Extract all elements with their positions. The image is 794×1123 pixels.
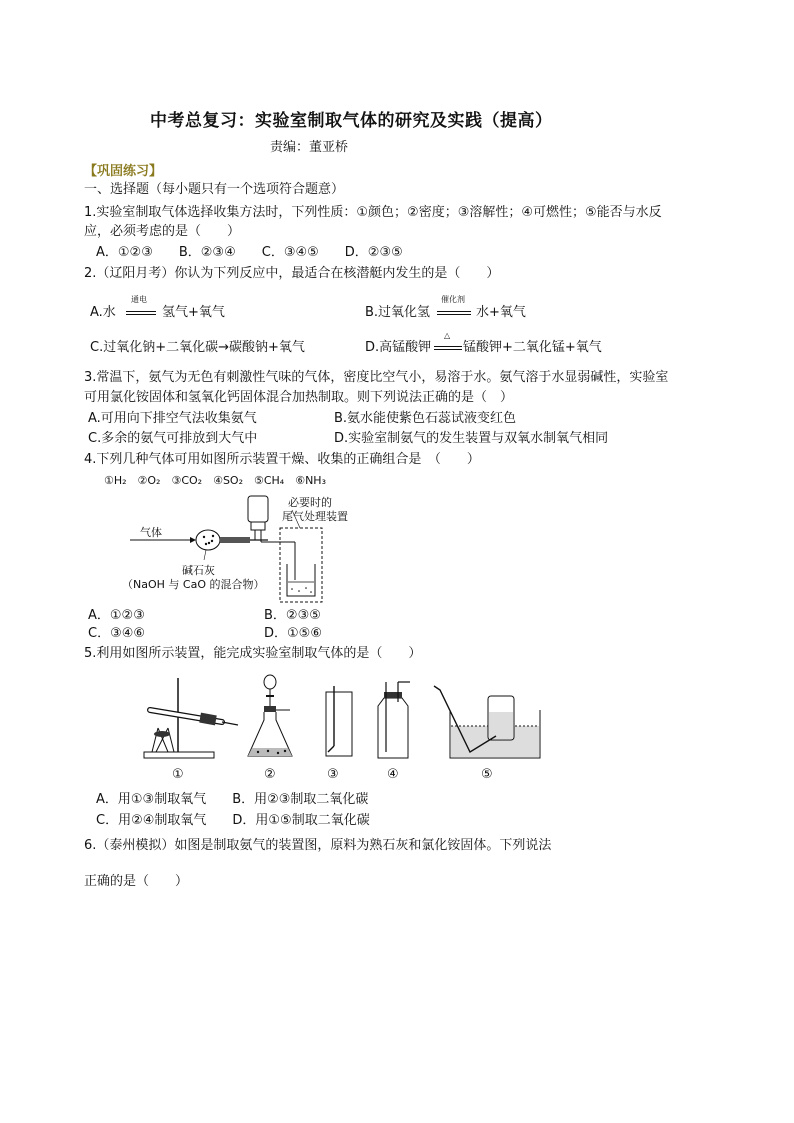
part-heading: 一、选择题（每小题只有一个选项符合题意） — [84, 182, 345, 197]
q2-option-a-right: 氢气+氧气 — [162, 305, 225, 320]
q1-options: A．①②③ B．②③④ C．③④⑤ D．②③⑤ — [96, 245, 403, 260]
q5-label-4: ④ — [387, 767, 399, 782]
q6-stem: 6.（泰州模拟）如图是制取氨气的装置图，原料为熟石灰和氯化铵固体。下列说法 — [84, 838, 552, 853]
apparatus-1-heating — [144, 678, 238, 758]
page-title: 中考总复习：实验室制取气体的研究及实践（提高） — [150, 111, 553, 131]
q5-label-2: ② — [264, 767, 276, 782]
q2-b-equals-bottom — [437, 314, 471, 315]
q4-stem: 4.下列几种气体可用如图所示装置干燥、收集的正确组合是 （ ） — [84, 452, 480, 467]
q2-option-b-right: 水+氧气 — [476, 305, 526, 320]
q4-figure-lime-label-2: （NaOH 与 CaO 的混合物） — [122, 578, 265, 591]
q2-option-a-left: A.水 — [90, 305, 116, 320]
q2-stem: 2.（辽阳月考）你认为下列反应中，最适合在核潜艇内发生的是（ ） — [84, 266, 500, 281]
editor-line: 责编：董亚桥 — [270, 140, 349, 155]
q2-option-d-right: 锰酸钾+二氧化锰+氧气 — [463, 340, 602, 355]
q2-d-equals-top — [434, 346, 462, 347]
q3-option-b: B.氨水能使紫色石蕊试液变红色 — [334, 411, 517, 426]
q2-option-c: C.过氧化钠+二氧化碳→碳酸钠+氧气 — [90, 340, 305, 355]
apparatus-5-trough — [434, 686, 540, 758]
q3-option-a: A.可用向下排空气法收集氨气 — [88, 411, 257, 426]
section-label: 【巩固练习】 — [84, 164, 163, 179]
q2-a-condition: 通电 — [131, 295, 147, 304]
q2-b-equals-top — [437, 311, 471, 312]
q2-option-b-left: B.过氧化氢 — [365, 305, 431, 320]
q5-options-cd: C．用②④制取氧气 D．用①⑤制取二氧化碳 — [96, 813, 370, 828]
q4-option-c: C．③④⑥ — [88, 626, 146, 641]
q3-option-c: C.多余的氨气可排放到大气中 — [88, 431, 258, 446]
q6-tail: 正确的是（ ） — [84, 874, 189, 889]
q3-line1: 3.常温下，氨气为无色有刺激性气味的气体，密度比空气小，易溶于水。氨气溶于水显弱碱性，实验室 — [84, 370, 669, 385]
q2-a-equals-top — [126, 311, 156, 312]
q2-d-equals-bottom — [434, 349, 462, 350]
q2-option-d-left: D.高锰酸钾 — [365, 340, 432, 355]
q4-option-b: B．②③⑤ — [264, 608, 321, 623]
q1-line1: 1.实验室制取气体选择收集方法时，下列性质：①颜色；②密度；③溶解性；④可燃性；⑤能否与水反 — [84, 205, 662, 220]
q1-line2: 应，必须考虑的是（ ） — [84, 224, 241, 239]
q3-line2: 可用氯化铵固体和氢氧化钙固体混合加热制取。则下列说法正确的是（ ） — [84, 390, 514, 405]
q4-figure-tail-label-1: 必要时的 — [288, 496, 332, 509]
q4-figure-lime-label-1: 碱石灰 — [182, 564, 215, 577]
q4-figure-gas-label: 气体 — [140, 526, 162, 539]
q5-options-ab: A．用①③制取氧气 B．用②③制取二氧化碳 — [96, 792, 369, 807]
apparatus-3-bottle — [326, 686, 352, 756]
q5-label-1: ① — [172, 767, 184, 782]
apparatus-2-flask — [248, 675, 292, 756]
q4-option-a: A．①②③ — [88, 608, 145, 623]
q5-stem: 5.利用如图所示装置，能完成实验室制取气体的是（ ） — [84, 646, 422, 661]
q4-figure-tail-label-2: 尾气处理装置 — [282, 510, 348, 523]
q4-option-d: D．①⑤⑥ — [264, 626, 322, 641]
q2-b-condition: 催化剂 — [441, 295, 465, 304]
q2-a-equals-bottom — [126, 314, 156, 315]
q2-d-condition: △ — [444, 331, 451, 340]
q5-apparatus-figure — [140, 672, 550, 764]
q5-label-3: ③ — [327, 767, 339, 782]
q5-label-5: ⑤ — [481, 767, 493, 782]
q3-option-d: D.实验室制氨气的发生装置与双氧水制氧气相同 — [334, 431, 609, 446]
apparatus-4-wash-bottle — [378, 682, 410, 758]
q4-gas-list: ①H₂ ②O₂ ③CO₂ ④SO₂ ⑤CH₄ ⑥NH₃ — [104, 474, 326, 487]
